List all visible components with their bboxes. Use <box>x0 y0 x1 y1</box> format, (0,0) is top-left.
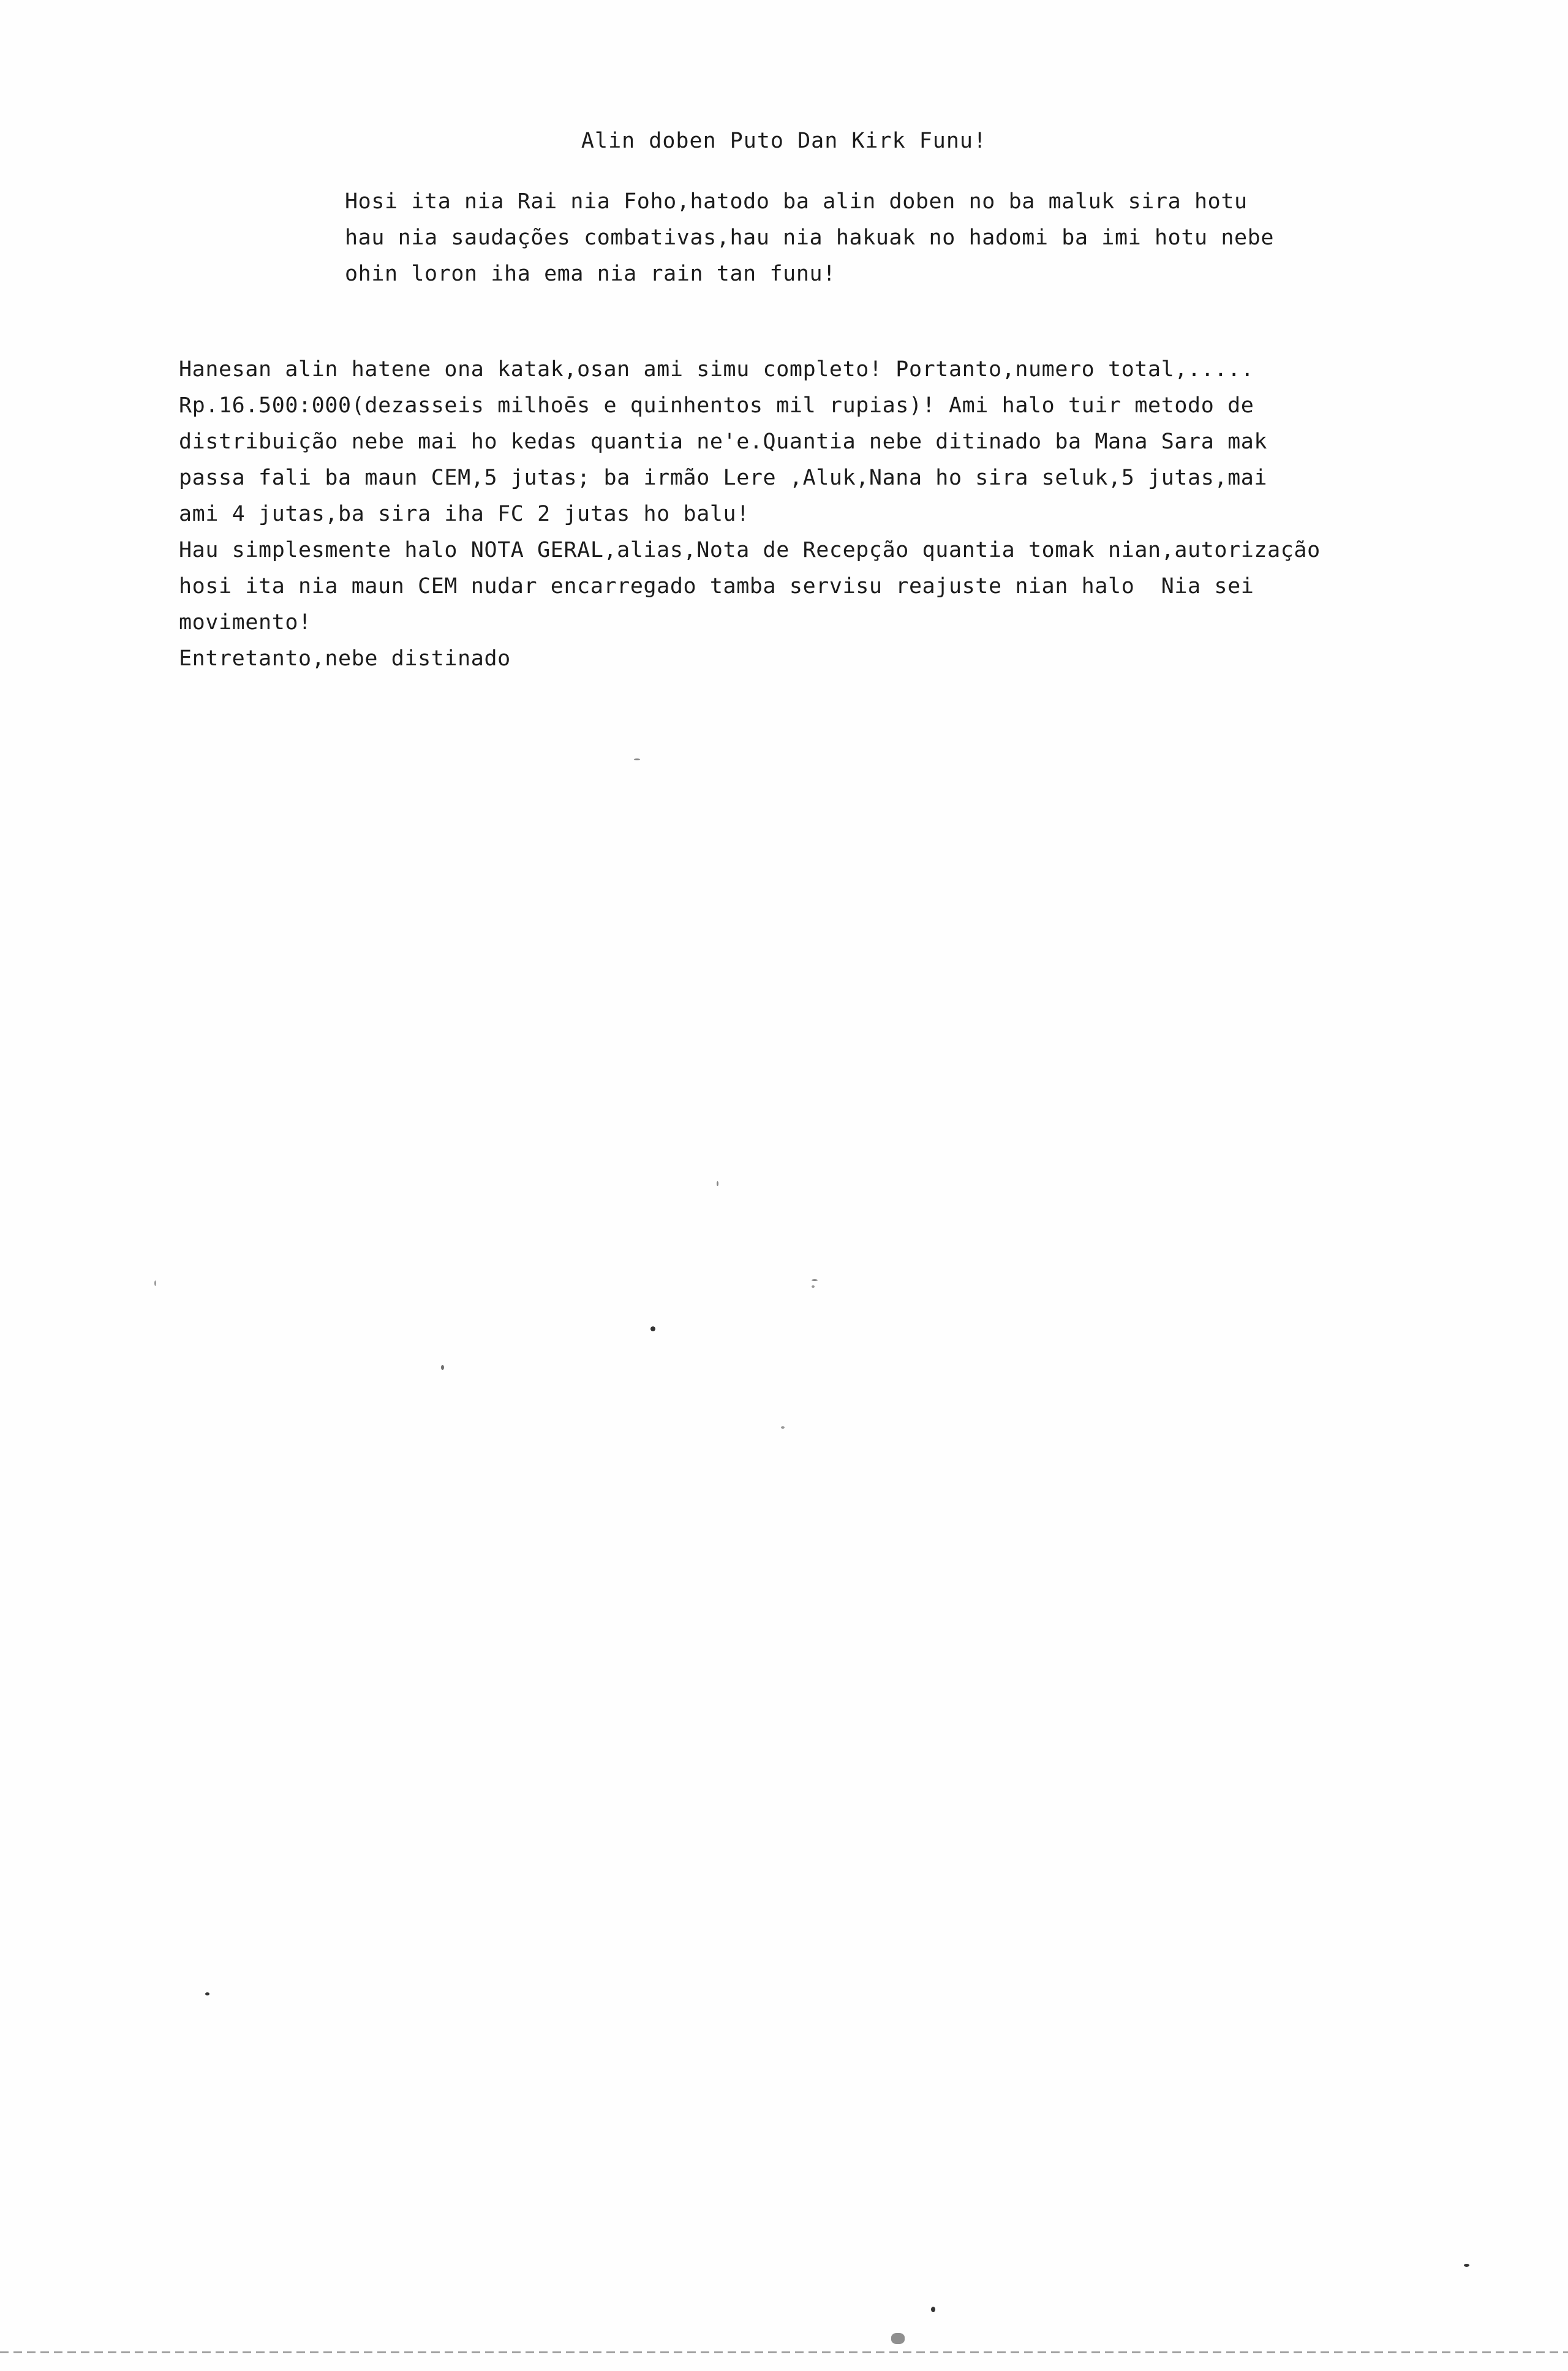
intro-line: ohin loron iha ema nia rain tan funu! <box>345 262 836 286</box>
body-line: passa fali ba maun CEM,5 jutas; ba irmão Lere ,Aluk,Nana ho sira seluk,5 jutas,mai <box>179 466 1268 490</box>
scan-speck <box>650 1326 655 1331</box>
body-line: hosi ita nia maun CEM nudar encarregado tamba servisu reajuste nian halo Nia sei <box>179 574 1254 599</box>
body-line: Entretanto,nebe distinado <box>179 646 511 671</box>
scan-speck <box>891 2333 905 2344</box>
scan-speck <box>1464 2264 1469 2267</box>
scan-speck <box>154 1280 156 1286</box>
body-paragraph <box>179 352 1526 677</box>
scan-speck <box>441 1365 444 1370</box>
scan-speck <box>812 1279 818 1281</box>
body-line: Hau simplesmente halo NOTA GERAL,alias,Nota de Recepção quantia tomak nian,autorização <box>179 538 1321 562</box>
scan-speck <box>812 1285 815 1288</box>
body-line: distribuição nebe mai ho kedas quantia ne'e.Quantia nebe ditinado ba Mana Sara mak <box>179 429 1268 454</box>
intro-line: Hosi ita nia Rai nia Foho,hatodo ba alin doben no ba maluk sira hotu <box>345 189 1248 214</box>
scan-edge-line <box>0 2351 1568 2353</box>
intro-line: hau nia saudações combativas,hau nia hakuak no hadomi ba imi hotu nebe <box>345 225 1275 250</box>
scan-speck <box>634 758 640 760</box>
letter-title: Alin doben Puto Dan Kirk Funu! <box>581 129 987 153</box>
body-line: Rp.16.500:000(dezasseis milhoēs e quinhentos mil rupias)! Ami halo tuir metodo de <box>179 393 1254 418</box>
scan-speck <box>931 2307 935 2312</box>
body-line: movimento! <box>179 610 312 635</box>
body-line: Hanesan alin hatene ona katak,osan ami simu completo! Portanto,numero total,..... <box>179 357 1254 382</box>
body-line: ami 4 jutas,ba sira iha FC 2 jutas ho balu! <box>179 502 750 526</box>
scan-speck <box>205 1992 209 1995</box>
scan-speck <box>781 1426 785 1429</box>
intro-paragraph <box>345 184 1447 292</box>
scan-speck <box>717 1181 718 1186</box>
